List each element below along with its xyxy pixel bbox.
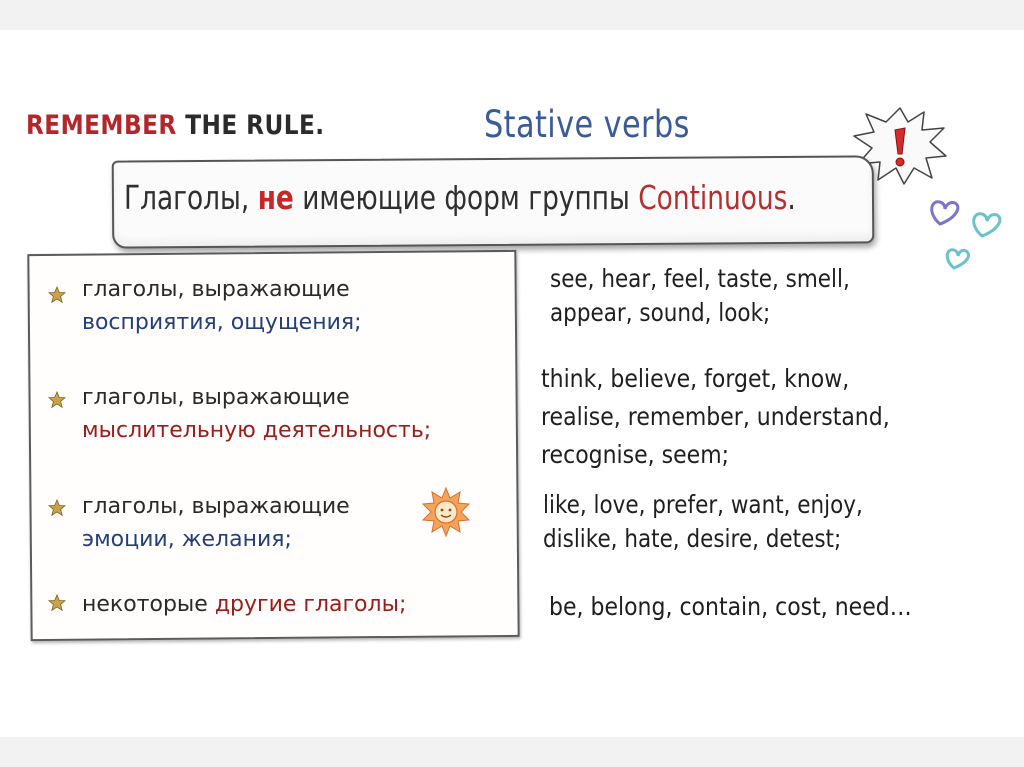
banner-negation: не — [257, 178, 294, 217]
star-icon — [48, 391, 66, 409]
examples-mental — [541, 360, 890, 474]
category-other-text — [82, 588, 406, 621]
heading-remember-word: REMEMBER — [26, 110, 177, 141]
banner-continuous: Continuous — [638, 178, 788, 217]
examples-perception-line2: appear, sound, look; — [550, 298, 771, 327]
examples-other-line1: be, belong, contain, cost, need… — [549, 592, 912, 621]
examples-mental-line1: think, believe, forget, know, — [541, 364, 850, 393]
star-icon — [48, 499, 66, 517]
category-emotions-term-a: эмоции, — [82, 527, 175, 552]
category-emotions-term-b: желания; — [174, 527, 292, 552]
category-perception-line1: глаголы, выражающие — [82, 277, 350, 302]
remember-heading — [26, 110, 325, 141]
rule-banner-text — [124, 178, 796, 217]
examples-perception-line1: see, hear, feel, taste, smell, — [550, 264, 850, 293]
star-icon — [48, 594, 66, 612]
category-emotions-line1: глаголы, выражающие — [82, 494, 350, 519]
category-perception-text — [82, 273, 362, 339]
banner-part2: имеющие форм группы — [302, 178, 630, 217]
category-other-prefix: некоторые — [82, 592, 215, 617]
category-other-term: другие глаголы; — [214, 592, 407, 617]
category-mental-text — [82, 381, 431, 447]
examples-emotions-line1: like, love, prefer, want, enjoy, — [543, 490, 863, 519]
examples-emotions — [543, 488, 863, 556]
examples-other — [549, 590, 912, 624]
page-title: Stative verbs — [484, 103, 690, 146]
category-mental-term-a: мыслительную — [82, 418, 256, 443]
banner-period: . — [787, 178, 796, 217]
star-icon — [48, 286, 66, 304]
hearts-icon — [926, 190, 1004, 274]
banner-part1: Глаголы, — [124, 178, 250, 217]
category-mental-line1: глаголы, выражающие — [82, 385, 350, 410]
examples-perception — [550, 262, 850, 330]
examples-emotions-line2: dislike, hate, desire, detest; — [543, 524, 842, 553]
heading-the-rule: THE RULE. — [185, 110, 325, 141]
examples-mental-line2: realise, remember, understand, — [541, 402, 890, 431]
category-mental-term-b: деятельность; — [255, 418, 432, 443]
category-perception-term-b: ощущения; — [223, 310, 362, 335]
category-emotions-text — [82, 490, 350, 556]
examples-mental-line3: recognise, seem; — [541, 440, 730, 469]
sun-smiley-icon — [420, 486, 472, 538]
category-perception-term-a: восприятия, — [82, 310, 224, 335]
